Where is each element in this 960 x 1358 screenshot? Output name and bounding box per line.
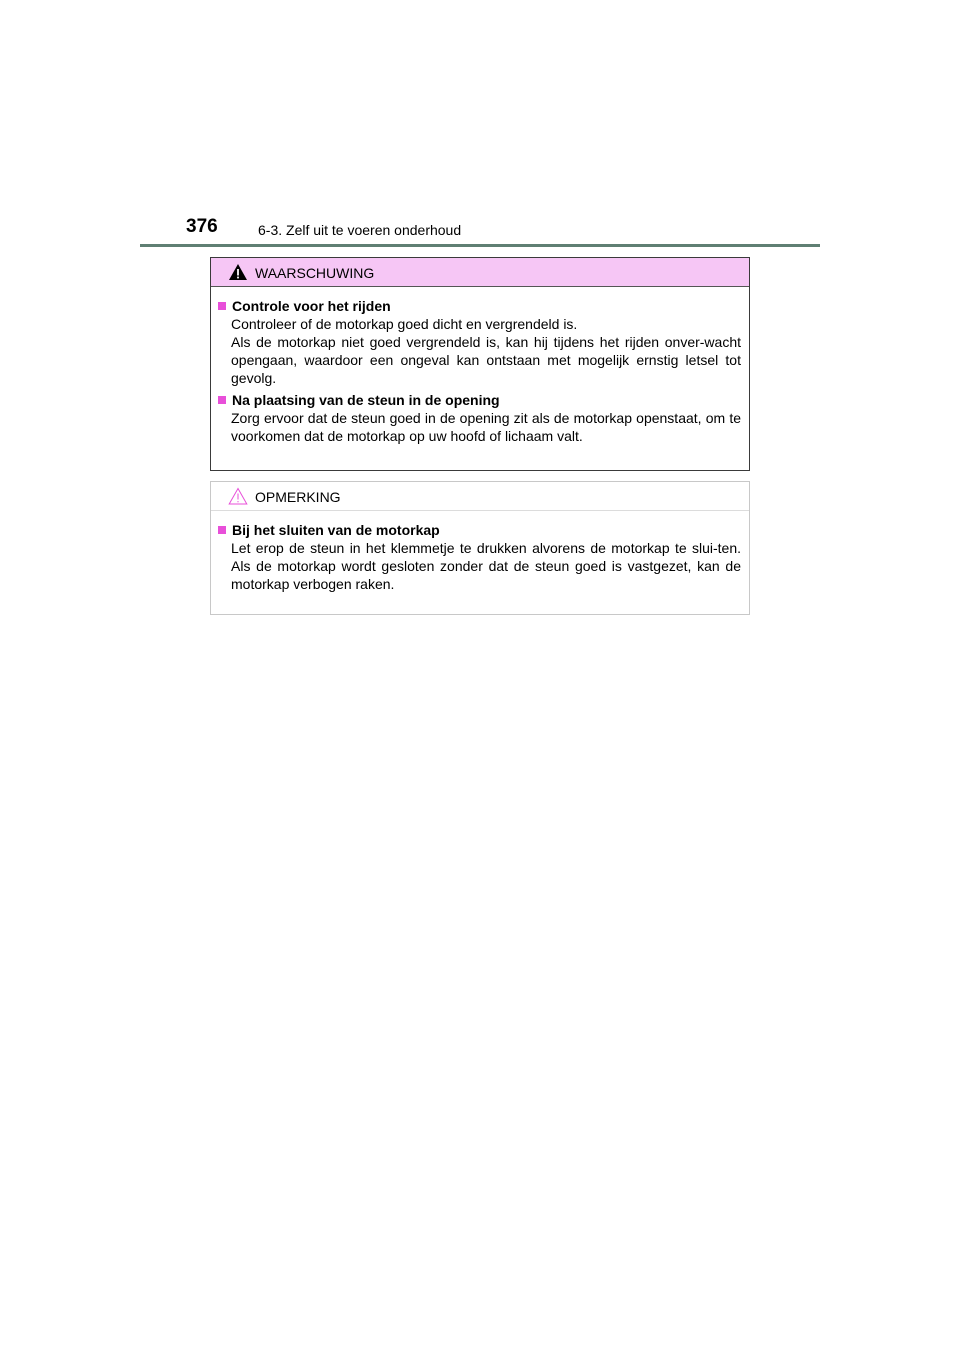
header-rule	[140, 244, 820, 247]
item-title: Na plaatsing van de steun in de opening	[232, 392, 500, 408]
square-bullet-icon	[218, 302, 226, 310]
item-paragraph: Zorg ervoor dat de steun goed in de opening zit als de motorkap openstaat, om te voorkomen dat de motorkap op uw hoofd of lichaam valt.	[231, 410, 741, 444]
warning-item	[217, 297, 741, 387]
item-paragraph: Controleer of de motorkap goed dicht en vergrendeld is.	[231, 316, 578, 332]
notice-box-header	[211, 482, 749, 511]
page-number: 376	[186, 216, 218, 237]
section-title: 6-3. Zelf uit te voeren onderhoud	[258, 222, 462, 238]
warning-box	[210, 257, 750, 471]
square-bullet-icon	[218, 526, 226, 534]
notice-label: OPMERKING	[255, 489, 341, 505]
item-paragraph: Als de motorkap niet goed vergrendeld is, kan hij tijdens het rijden onver-wacht opengaan, waardoor een ongeval kan ontstaan met mogelijk ernstig letsel tot gevolg.	[231, 334, 741, 386]
notice-item	[217, 521, 741, 593]
item-paragraph: Let erop de steun in het klemmetje te drukken alvorens de motorkap te slui-ten. Als de motorkap wordt gesloten zonder dat de steun goed is vastgezet, kan de motorkap verbogen raken.	[231, 540, 741, 592]
caution-icon	[228, 487, 248, 505]
warning-box-header	[211, 258, 749, 287]
notice-box	[210, 481, 750, 615]
page-header	[140, 212, 820, 248]
square-bullet-icon	[218, 396, 226, 404]
item-title: Bij het sluiten van de motorkap	[232, 522, 440, 538]
item-title: Controle voor het rijden	[232, 298, 391, 314]
warning-label: WAARSCHUWING	[255, 265, 375, 281]
warning-item	[217, 391, 741, 445]
warning-icon	[228, 263, 248, 281]
